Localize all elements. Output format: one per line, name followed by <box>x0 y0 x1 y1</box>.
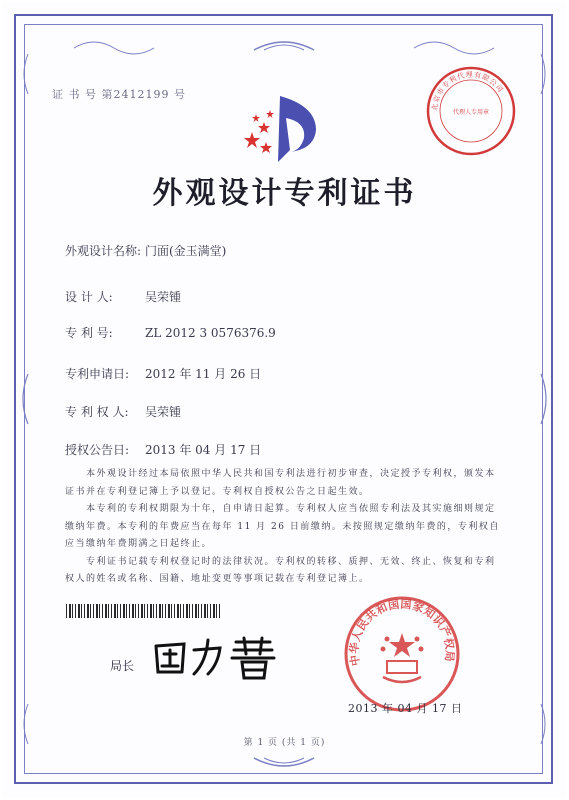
field-label: 专利申请日: <box>65 367 130 381</box>
official-seal-text: 中华人民共和国国家知识产权局 <box>347 597 457 667</box>
official-seal-icon <box>343 595 461 713</box>
field-label: 专 利 号: <box>65 326 113 340</box>
patent-office-logo-icon <box>242 92 322 168</box>
field-application-date <box>65 365 261 382</box>
field-patentee <box>65 403 181 420</box>
director-label: 局长 <box>110 659 135 673</box>
director-signature <box>150 632 280 682</box>
top-ornament <box>14 34 555 64</box>
field-value: ZL 2012 3 0576376.9 <box>145 326 276 340</box>
certificate-body <box>65 466 505 589</box>
left-ornament <box>18 14 38 784</box>
field-value: 门面(金玉满堂) <box>145 244 227 258</box>
right-ornament <box>531 14 551 784</box>
body-paragraph: 本专利的专利权期限为十年，自申请日起算。专利权人应当依照专利法及其实施细则规定缴纳年费。本专利的年费应当在每年 11 月 26 日前缴纳。未按照规定缴纳年费的，专利权自应当缴纳年费期满之日起终止。 <box>65 504 500 549</box>
issue-date: 2013 年 04 月 17 日 <box>348 702 463 715</box>
certificate-number: 证 书 号 第2412199 号 <box>52 88 186 101</box>
field-grant-date <box>65 441 261 458</box>
svg-text:中华人民共和国国家知识产权局 <box>347 597 458 667</box>
field-value: 吴荣锺 <box>145 290 182 304</box>
agency-stamp-inner: 代理人专用章 <box>452 109 490 116</box>
agency-stamp-text: 北京市专利代理有限公司 <box>430 70 505 112</box>
certificate-title: 外观设计专利证书 <box>152 176 417 211</box>
field-designer <box>65 288 181 305</box>
field-label: 外观设计名称: <box>65 244 142 258</box>
page-number: 第 1 页 (共 1 页) <box>243 738 326 748</box>
body-paragraph: 本外观设计经过本局依照中华人民共和国专利法进行初步审查，决定授予专利权，颁发本证书并在专利登记簿上予以登记。专利权自授权公告之日起生效。 <box>65 469 496 497</box>
field-label: 设 计 人: <box>65 290 113 304</box>
bottom-ornament <box>14 744 555 774</box>
agency-stamp-icon <box>424 64 518 158</box>
body-paragraph: 专利证书记载专利权登记时的法律状况。专利权的转移、质押、无效、终止、恢复和专利权人的姓名或名称、国籍、地址变更等事项记载在专利登记簿上。 <box>65 556 496 584</box>
field-patent-number <box>65 324 276 341</box>
field-value: 吴荣锺 <box>145 405 182 419</box>
field-value: 2013 年 04 月 17 日 <box>145 443 262 457</box>
field-label: 专 利 权 人: <box>65 405 129 419</box>
field-design-name <box>65 242 226 259</box>
field-value: 2012 年 11 月 26 日 <box>145 367 262 381</box>
barcode <box>66 604 221 618</box>
field-label: 授权公告日: <box>65 443 130 457</box>
